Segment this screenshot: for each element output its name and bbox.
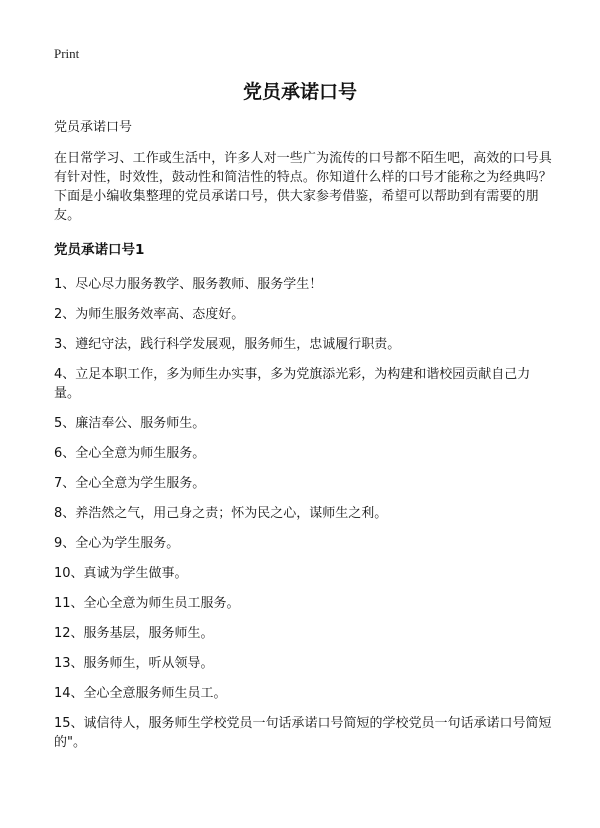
- slogan-item: 15、诚信待人，服务师生学校党员一句话承诺口号简短的学校党员一句话承诺口号简短的"。: [54, 716, 552, 750]
- slogan-item: 4、立足本职工作，多为师生办实事，多为党旗添光彩，为构建和谐校园贡献自己力量。: [54, 367, 531, 401]
- page-title: 党员承诺口号: [242, 81, 357, 103]
- document-subtitle: 党员承诺口号: [54, 120, 133, 135]
- slogan-item: 5、廉洁奉公、服务师生。: [54, 416, 206, 431]
- slogan-item: 11、全心全意为师生员工服务。: [54, 596, 240, 611]
- slogan-item: 2、为师生服务效率高、态度好。: [54, 307, 245, 322]
- slogan-item: 6、全心全意为师生服务。: [54, 446, 206, 461]
- slogan-item: 3、遵纪守法，践行科学发展观，服务师生，忠诚履行职责。: [54, 337, 401, 352]
- slogan-item: 13、服务师生，听从领导。: [54, 656, 214, 671]
- document-body: [54, 118, 554, 763]
- slogan-item: 1、尽心尽力服务教学、服务教师、服务学生！: [54, 277, 323, 292]
- slogan-list: [54, 275, 554, 752]
- slogan-item: 7、全心全意为学生服务。: [54, 476, 206, 491]
- slogan-item: 14、全心全意服务师生员工。: [54, 686, 227, 701]
- slogan-item: 10、真诚为学生做事。: [54, 566, 188, 581]
- slogan-item: 8、养浩然之气，用己身之责；怀为民之心，谋师生之利。: [54, 506, 388, 521]
- section-heading: 党员承诺口号1: [54, 242, 145, 258]
- slogan-item: 9、全心为学生服务。: [54, 536, 180, 551]
- print-link[interactable]: Print: [54, 46, 80, 61]
- intro-paragraph: 在日常学习、工作或生活中，许多人对一些广为流传的口号都不陌生吧，高效的口号具有针对性，时效性，鼓动性和简洁性的特点。你知道什么样的口号才能称之为经典吗？下面是小编收集整理的党员承诺口号，供大家参考借鉴，希望可以帮助到有需要的朋友。: [54, 151, 552, 223]
- slogan-item: 12、服务基层，服务师生。: [54, 626, 214, 641]
